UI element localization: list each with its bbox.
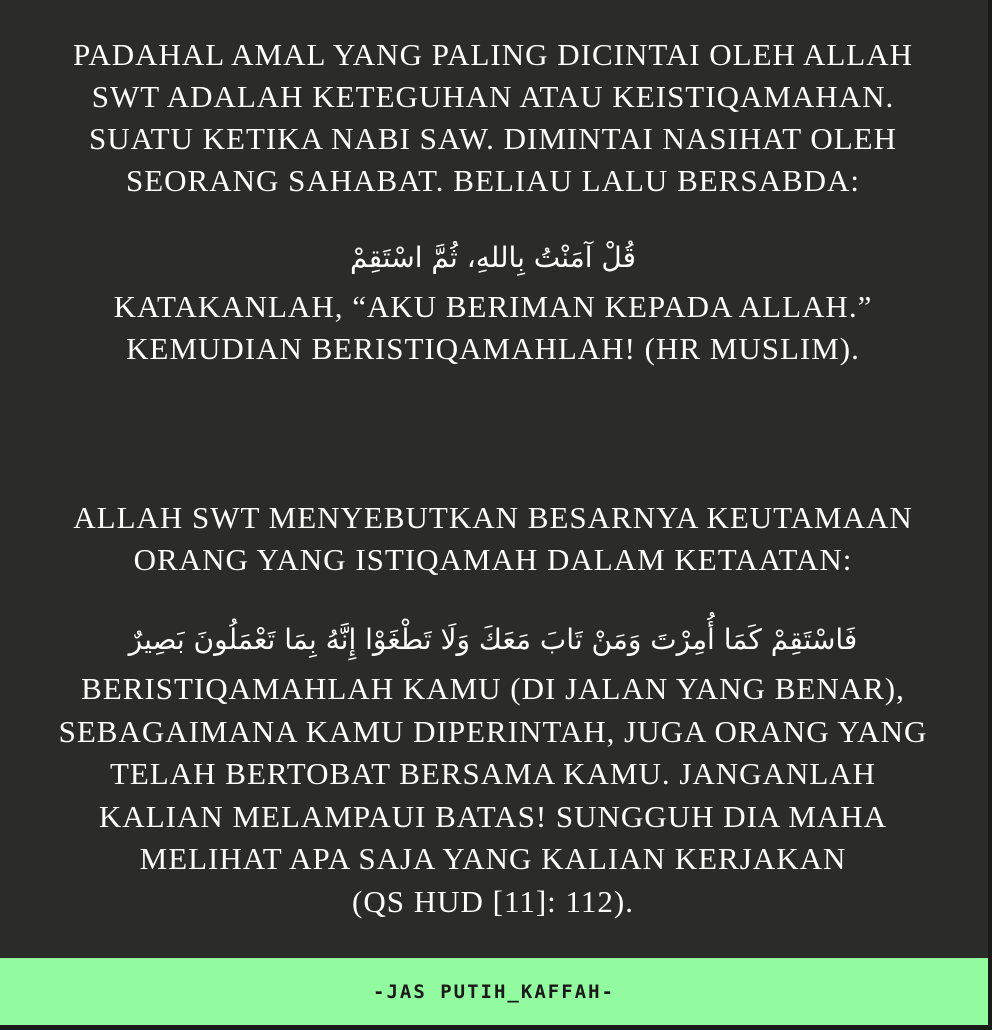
second-intro-line: ORANG YANG ISTIQAMAH DALAM KETAATAN: bbox=[133, 542, 853, 577]
footer-banner bbox=[0, 958, 988, 1025]
verse-reference: (QS HUD [11]: 112). bbox=[352, 883, 634, 919]
hadith-translation-line: KEMUDIAN BERISTIQAMAHLAH! (HR MUSLIM). bbox=[126, 331, 860, 366]
verse-translation-line: KALIAN MELAMPAUI BATAS! SUNGGUH DIA MAHA bbox=[98, 798, 888, 834]
intro-line: SEORANG SAHABAT. BELIAU LALU BERSABDA: bbox=[125, 163, 861, 198]
verse-translation-line: TELAH BERTOBAT BERSAMA KAMU. JANGANLAH bbox=[109, 756, 877, 791]
intro-paragraph bbox=[0, 34, 986, 202]
footer-signature: -JAS PUTIH_KAFFAH- bbox=[373, 980, 615, 1003]
intro-line: PADAHAL AMAL YANG PALING DICINTAI OLEH ALLAH bbox=[72, 37, 914, 72]
bottom-border bbox=[0, 1025, 992, 1030]
hadith-arabic-text: قُلْ آمَنْتُ بِاللهِ، ثُمَّ اسْتَقِمْ bbox=[349, 241, 636, 274]
intro-line: SUATU KETIKA NABI SAW. DIMINTAI NASIHAT OLEH bbox=[89, 121, 897, 156]
hadith-translation bbox=[0, 286, 986, 370]
verse-arabic-text: فَاسْتَقِمْ كَمَا أُمِرْتَ وَمَنْ تَابَ مَعَكَ وَلَا تَطْغَوْا إِنَّهُ بِمَا تَعْمَلُونَ بَصِيرٌ bbox=[128, 623, 858, 656]
verse-translation-line: SEBAGAIMANA KAMU DIPERINTAH, JUGA ORANG YANG bbox=[58, 713, 928, 749]
hadith-translation-line: KATAKANLAH, “AKU BERIMAN KEPADA ALLAH.” bbox=[113, 289, 873, 324]
verse-translation-line: BERISTIQAMAHLAH KAMU (DI JALAN YANG BENAR), bbox=[81, 671, 905, 706]
verse-translation bbox=[0, 668, 986, 923]
second-intro-paragraph bbox=[0, 497, 986, 581]
second-intro-line: ALLAH SWT MENYEBUTKAN BESARNYA KEUTAMAAN bbox=[73, 500, 913, 535]
verse-translation-line: MELIHAT APA SAJA YANG KALIAN KERJAKAN bbox=[139, 841, 847, 876]
right-border bbox=[988, 0, 992, 1030]
intro-line: SWT ADALAH KETEGUHAN ATAU KEISTIQAMAHAN. bbox=[91, 79, 895, 114]
